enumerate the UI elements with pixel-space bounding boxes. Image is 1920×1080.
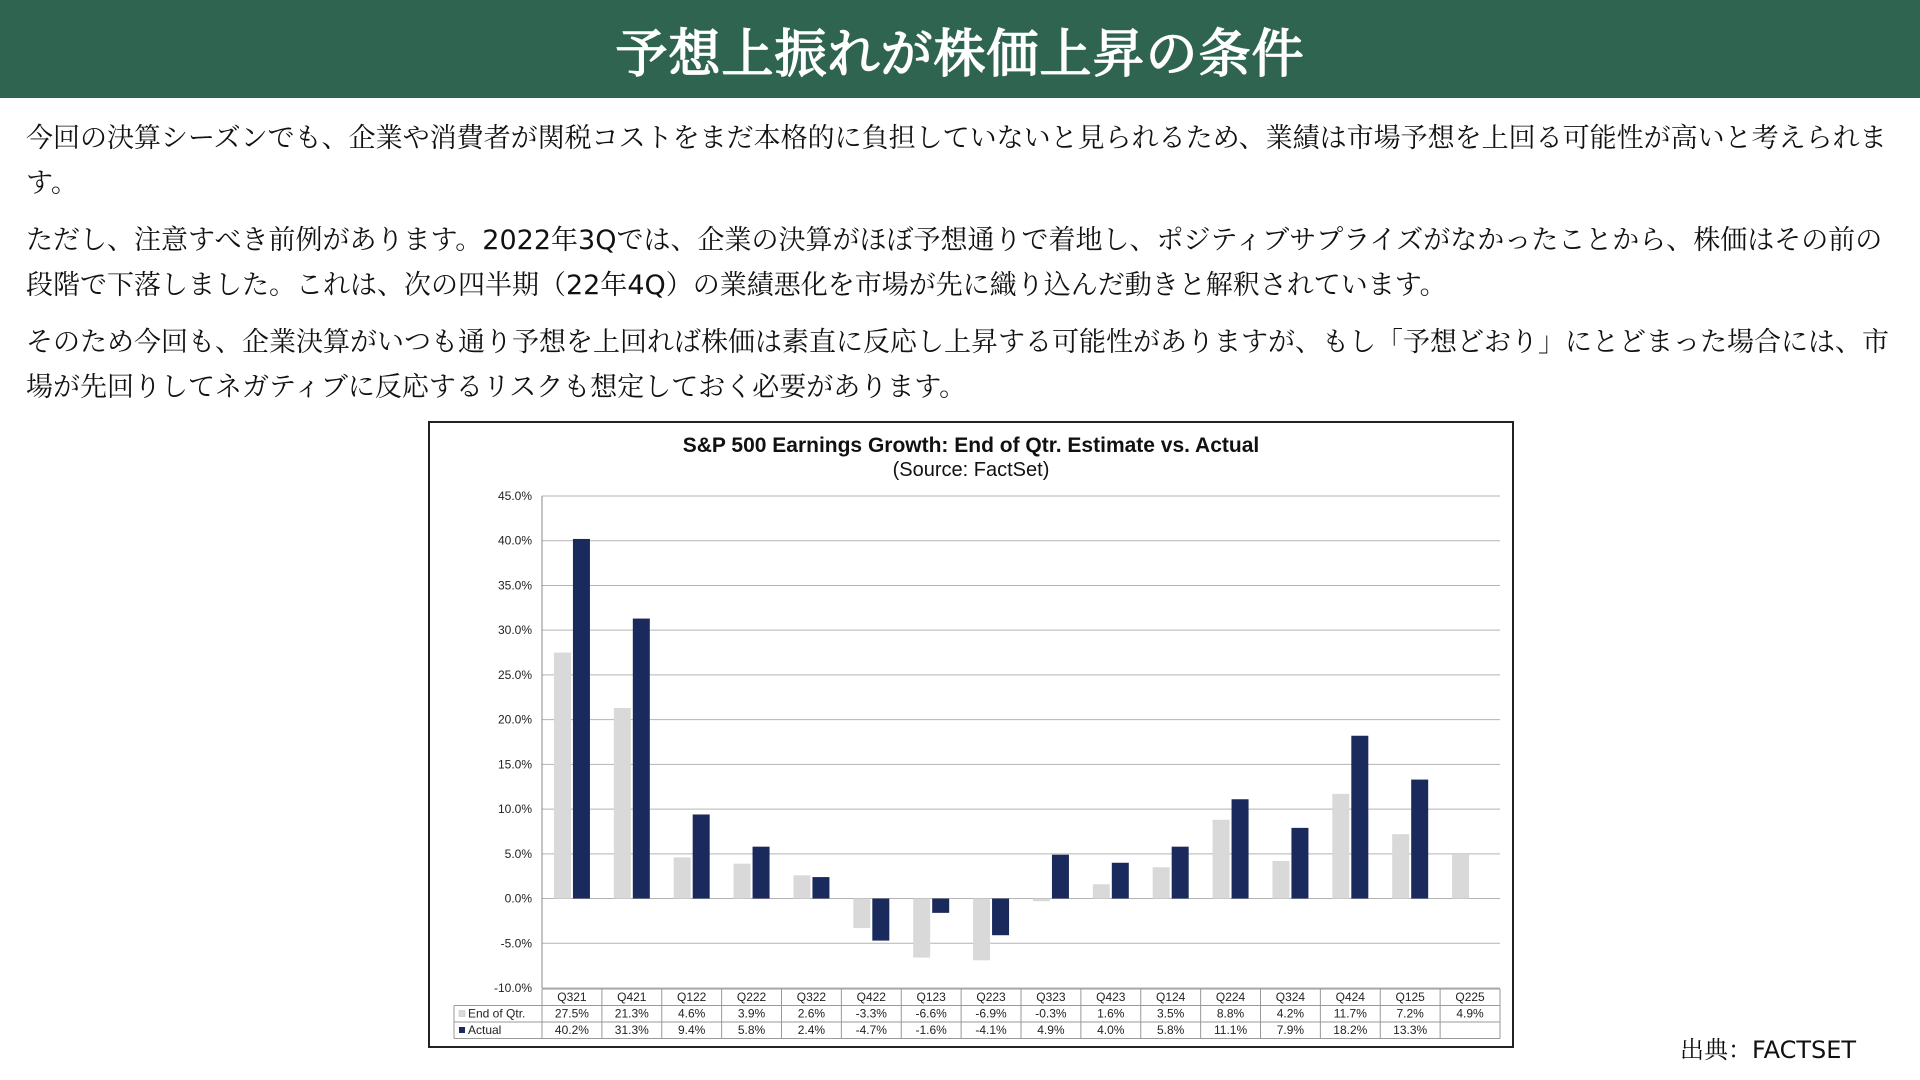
y-tick-label: 5.0% bbox=[504, 846, 532, 861]
bar-estimate bbox=[1272, 861, 1289, 899]
legend-label: Actual bbox=[468, 1023, 502, 1037]
bar-actual bbox=[1112, 863, 1129, 899]
data-label: 11.1% bbox=[1213, 1023, 1248, 1037]
x-tick-label: Q225 bbox=[1455, 990, 1485, 1004]
data-label: 4.9% bbox=[1037, 1023, 1065, 1037]
data-label: -6.9% bbox=[975, 1006, 1007, 1021]
data-label: 3.9% bbox=[737, 1006, 766, 1021]
x-tick-label: Q321 bbox=[557, 990, 587, 1004]
data-label: 7.2% bbox=[1396, 1006, 1424, 1021]
x-tick-label: Q421 bbox=[617, 990, 647, 1004]
y-tick-label: 10.0% bbox=[497, 802, 532, 817]
data-label: 2.6% bbox=[797, 1006, 826, 1021]
legend-swatch bbox=[459, 1011, 465, 1017]
x-tick-label: Q422 bbox=[856, 990, 886, 1004]
page-title: 予想上振れが株価上昇の条件 bbox=[615, 24, 1305, 85]
chart-frame bbox=[428, 421, 1514, 1048]
bar-estimate bbox=[1153, 867, 1170, 898]
x-tick-label: Q322 bbox=[796, 990, 827, 1004]
data-table bbox=[454, 989, 1500, 1039]
x-tick-label: Q224 bbox=[1215, 990, 1246, 1004]
x-tick-label: Q223 bbox=[976, 990, 1006, 1004]
y-tick-label: -10.0% bbox=[493, 981, 532, 995]
x-tick-label: Q324 bbox=[1275, 990, 1306, 1004]
data-label: 4.2% bbox=[1276, 1006, 1305, 1021]
header-bar bbox=[0, 0, 1920, 98]
bar-estimate bbox=[734, 864, 751, 899]
bar-estimate bbox=[1452, 855, 1469, 899]
data-label: -4.1% bbox=[975, 1023, 1007, 1037]
data-label: 7.9% bbox=[1276, 1023, 1305, 1037]
bars bbox=[554, 539, 1469, 960]
bar-actual bbox=[753, 847, 770, 899]
source-label: 出典：FACTSET bbox=[1680, 1036, 1857, 1064]
data-label: 9.4% bbox=[678, 1023, 706, 1037]
data-label: 21.3% bbox=[614, 1006, 649, 1021]
data-label: 4.0% bbox=[1097, 1023, 1125, 1037]
data-label: 11.7% bbox=[1333, 1006, 1367, 1021]
bar-estimate bbox=[554, 653, 571, 899]
data-label: 31.3% bbox=[614, 1023, 649, 1037]
bar-actual bbox=[992, 899, 1009, 936]
data-label: 4.9% bbox=[1456, 1006, 1484, 1021]
data-label: 8.8% bbox=[1216, 1006, 1245, 1021]
data-label: 40.2% bbox=[554, 1023, 589, 1037]
y-axis bbox=[494, 489, 542, 995]
bar-actual bbox=[932, 899, 949, 913]
x-tick-label: Q323 bbox=[1036, 990, 1066, 1004]
x-tick-label: Q424 bbox=[1335, 990, 1365, 1004]
y-tick-label: 25.0% bbox=[497, 667, 532, 682]
bar-actual bbox=[1172, 847, 1189, 899]
x-tick-label: Q124 bbox=[1156, 990, 1186, 1004]
paragraph-1: 今回の決算シーズンでも、企業や消費者が関税コストをまだ本格的に負担していないと見られるため、業績は市場予想を上回る可能性が高いと考えられます。 bbox=[26, 123, 1887, 199]
bar-estimate bbox=[973, 899, 990, 961]
data-label: -4.7% bbox=[855, 1023, 887, 1037]
data-label: -3.3% bbox=[855, 1006, 887, 1021]
data-label: 3.5% bbox=[1157, 1006, 1185, 1021]
bar-actual bbox=[1232, 799, 1249, 898]
data-label: 5.8% bbox=[737, 1023, 766, 1037]
data-label: 18.2% bbox=[1333, 1023, 1368, 1037]
x-tick-label: Q122 bbox=[677, 990, 707, 1004]
x-tick-label: Q423 bbox=[1096, 990, 1126, 1004]
bar-estimate bbox=[1033, 899, 1050, 902]
x-tick-label: Q123 bbox=[916, 990, 946, 1004]
bar-estimate bbox=[1392, 834, 1409, 898]
y-tick-label: 30.0% bbox=[497, 623, 532, 638]
data-label: 1.6% bbox=[1097, 1006, 1125, 1021]
legend-label: End of Qtr. bbox=[468, 1006, 526, 1021]
y-tick-label: 15.0% bbox=[497, 757, 532, 772]
y-tick-label: -5.0% bbox=[500, 936, 532, 951]
bar-estimate bbox=[674, 857, 691, 898]
bar-actual bbox=[872, 899, 889, 941]
paragraph-3: そのため今回も、企業決算がいつも通り予想を上回れば株価は素直に反応し上昇する可能性がありますが、もし「予想どおり」にとどまった場合には、市場が先回りしてネガティブに反応するリスクも想定しておく必要があります。 bbox=[26, 327, 1889, 403]
bar-estimate bbox=[1213, 820, 1230, 899]
bar-estimate bbox=[1093, 884, 1110, 898]
data-label: -6.6% bbox=[915, 1006, 947, 1021]
body-text bbox=[26, 116, 1896, 422]
bar-actual bbox=[633, 619, 650, 899]
legend-swatch bbox=[459, 1027, 465, 1033]
bar-actual bbox=[812, 877, 829, 898]
x-tick-label: Q125 bbox=[1395, 990, 1425, 1004]
bar-estimate bbox=[614, 708, 631, 899]
y-tick-label: 35.0% bbox=[497, 578, 532, 593]
data-label: -1.6% bbox=[915, 1023, 947, 1037]
bar-estimate bbox=[793, 875, 810, 898]
bar-actual bbox=[693, 814, 710, 898]
bar-actual bbox=[1052, 855, 1069, 899]
bar-actual bbox=[573, 539, 590, 899]
chart-subtitle: (Source: FactSet) bbox=[892, 459, 1050, 481]
y-tick-label: 20.0% bbox=[497, 712, 532, 727]
bar-actual bbox=[1291, 828, 1308, 899]
data-label: 27.5% bbox=[554, 1006, 589, 1021]
earnings-growth-chart bbox=[430, 423, 1512, 1046]
data-label: 5.8% bbox=[1157, 1023, 1185, 1037]
data-label: -0.3% bbox=[1035, 1006, 1067, 1021]
y-tick-label: 40.0% bbox=[497, 533, 532, 548]
bar-estimate bbox=[913, 899, 930, 958]
data-label: 13.3% bbox=[1393, 1023, 1428, 1037]
paragraph-2: ただし、注意すべき前例があります。2022年3Qでは、企業の決算がほぼ予想通りで着地し、ポジティブサプライズがなかったことから、株価はその前の段階で下落しました。これは、次の四半期（22年4Q）の業績悪化を市場が先に織り込んだ動きと解釈されています。 bbox=[26, 225, 1883, 301]
y-tick-label: 45.0% bbox=[497, 489, 532, 503]
bar-actual bbox=[1351, 736, 1368, 899]
y-tick-label: 0.0% bbox=[504, 891, 532, 906]
bar-estimate bbox=[853, 899, 870, 929]
bar-actual bbox=[1411, 780, 1428, 899]
x-tick-label: Q222 bbox=[736, 990, 767, 1004]
chart-title: S&P 500 Earnings Growth: End of Qtr. Estimate vs. Actual bbox=[682, 434, 1260, 457]
data-label: 4.6% bbox=[678, 1006, 706, 1021]
bar-estimate bbox=[1332, 794, 1349, 899]
data-label: 2.4% bbox=[797, 1023, 826, 1037]
